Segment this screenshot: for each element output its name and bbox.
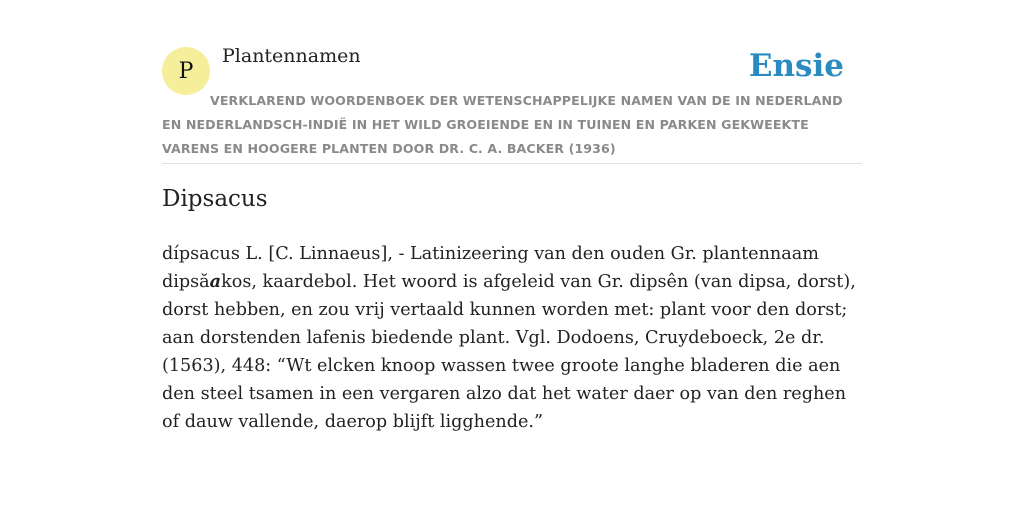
definition-text-special: a <box>209 271 222 292</box>
header <box>162 0 862 164</box>
dictionary-logo[interactable] <box>162 47 210 95</box>
dictionary-subtitle: VERKLAREND WOORDENBOEK DER WETENSCHAPPELIJKE NAMEN VAN DE IN NEDERLAND EN NEDERLANDSCH-INDIË IN HET WILD GROEIENDE EN IN TUINEN EN PARKEN GEKWEEKTE VARENS EN HOOGERE PLANTEN DOOR DR. C. A. BACKER (1936) <box>162 93 843 156</box>
logo-letter: P <box>178 58 194 84</box>
definition-text-1: dípsacus L. [C. Linnaeus], - Latinizeering van den ouden Gr. plantennaam dipsă <box>162 244 819 292</box>
dictionary-title[interactable]: Plantennamen <box>222 45 361 67</box>
ensie-logo[interactable]: Ensie <box>748 48 844 84</box>
entry-headword: Dipsacus <box>162 186 268 212</box>
entry-definition <box>162 240 862 436</box>
definition-text-2: kos, kaardebol. Het woord is afgeleid van Gr. dipsên (van dipsa, dorst), dorst hebben, en zou vrij vertaald kunnen worden met: plant voor den dorst; aan dorstenden lafenis biedende plant. Vgl. Dodoens, Cruydeboeck, 2e dr. (1563), 448: “Wt elcken knoop wassen twee groote langhe bladeren die aen den steel tsamen in een vergaren alzo dat het water daer op van den reghen of dauw vallende, daerop blijft ligghende.” <box>162 272 856 432</box>
page <box>162 0 862 432</box>
